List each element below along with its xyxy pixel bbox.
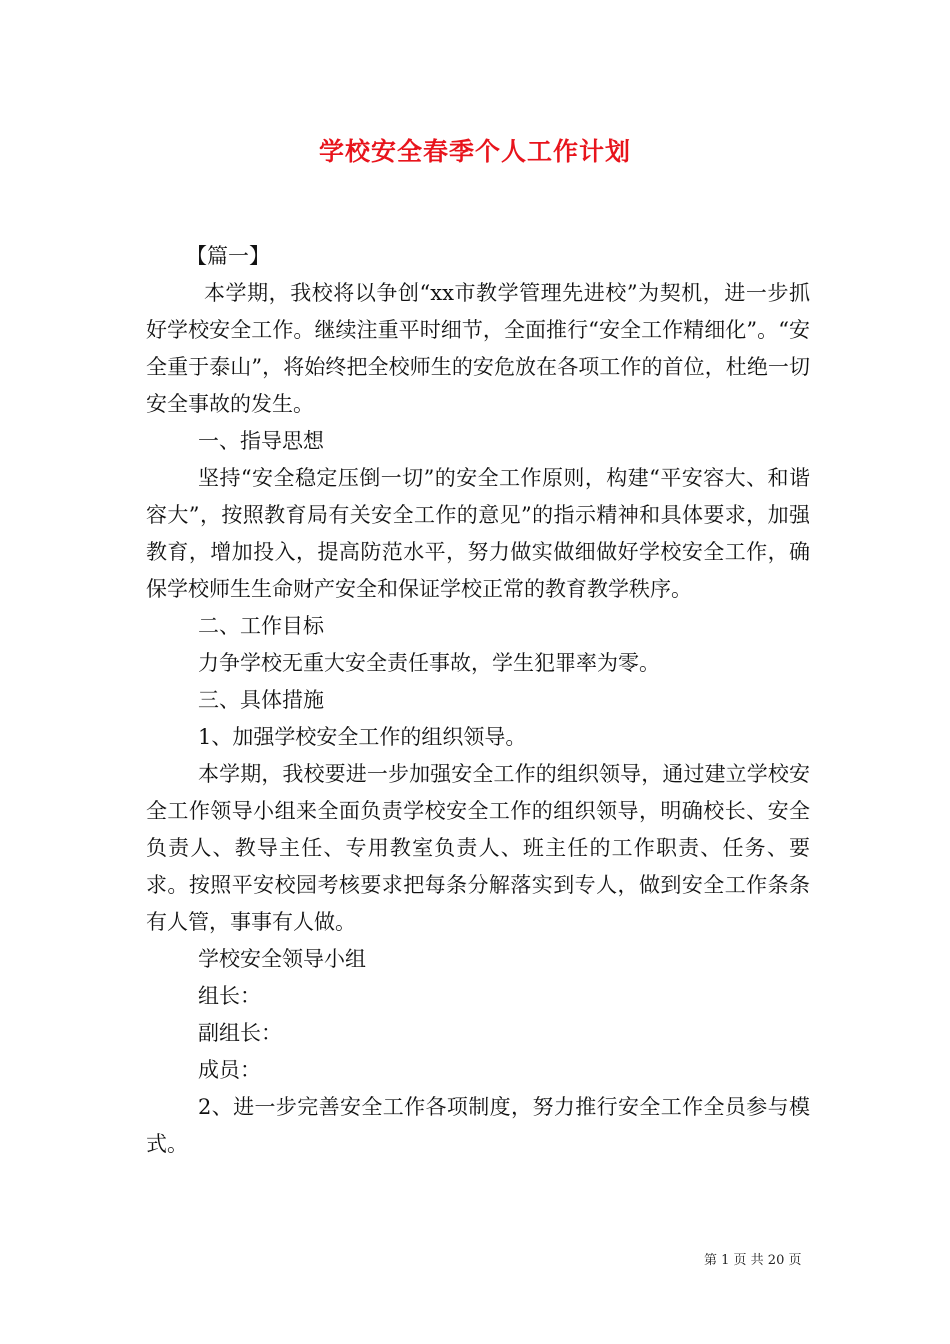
paragraph-measure-1: 本学期，我校要进一步加强安全工作的组织领导，通过建立学校安全工作领导小组来全面负责学校安全工作的组织领导，明确校长、安全负责人、教导主任、专用教室负责人、班主任的工作职责、任务、要求。按照平安校园考核要求把每条分解落实到专人，做到安全工作条条有人管，事事有人做。 [146, 762, 810, 934]
subheading-measure-1: 1、加强学校安全工作的组织领导。 [198, 725, 527, 749]
subheading-measure-2: 2、进一步完善安全工作各项制度，努力推行安全工作全员参与模式。 [146, 1095, 810, 1156]
document-body [146, 238, 810, 1163]
heading-measures: 三、具体措施 [198, 688, 324, 712]
members-label: 成员： [198, 1058, 261, 1082]
leader-label: 组长： [198, 984, 261, 1008]
paragraph-intro: 本学期，我校将以争创“xx市教学管理先进校”为契机，进一步抓好学校安全工作。继续注重平时细节，全面推行“安全工作精细化”。“安全重于泰山”，将始终把全校师生的安危放在各项工作的首位，杜绝一切安全事故的发生。 [146, 281, 810, 416]
section-marker: 【篇一】 [186, 244, 270, 268]
deputy-leader-label: 副组长： [198, 1021, 282, 1045]
leadership-group-title: 学校安全领导小组 [198, 947, 366, 971]
heading-guiding-thought: 一、指导思想 [198, 429, 324, 453]
paragraph-guiding-thought: 坚持“安全稳定压倒一切”的安全工作原则，构建“平安容大、和谐容大”，按照教育局有关安全工作的意见”的指示精神和具体要求，加强教育，增加投入，提高防范水平，努力做实做细做好学校安全工作，确保学校师生生命财产安全和保证学校正常的教育教学秩序。 [146, 466, 810, 601]
paragraph-work-goal: 力争学校无重大安全责任事故，学生犯罪率为零。 [198, 651, 660, 675]
page-number: 第 1 页 共 20 页 [704, 1253, 802, 1268]
heading-work-goal: 二、工作目标 [198, 614, 324, 638]
document-title: 学校安全春季个人工作计划 [318, 137, 631, 166]
